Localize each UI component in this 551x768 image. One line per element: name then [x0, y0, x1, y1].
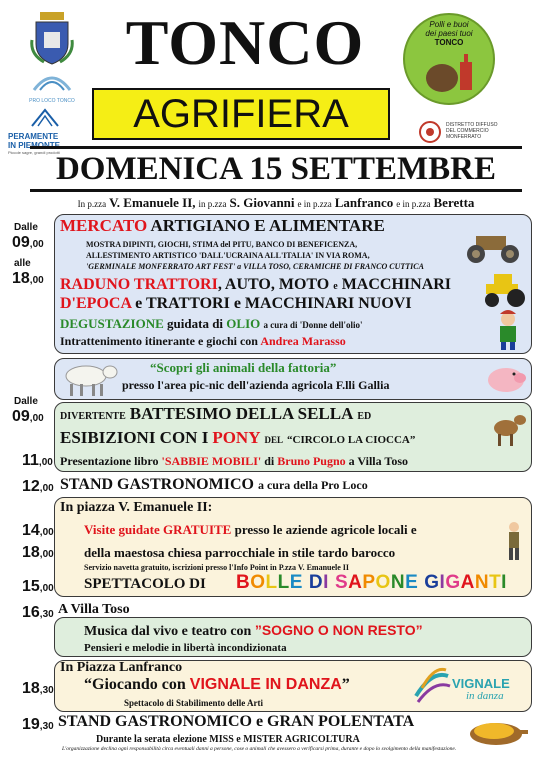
bolle-letter: N [390, 572, 406, 593]
modern-tractor-icon [478, 270, 530, 308]
block4-time: 12,00 [22, 478, 54, 495]
place3: Lanfranco [334, 195, 394, 210]
animali-title: “Scopri gli animali della fattoria” [150, 360, 337, 375]
piemonte-line2: IN PIEMONTE [8, 141, 61, 150]
place4: Beretta [433, 195, 475, 210]
block3-dalle-label: Dalle [14, 396, 38, 407]
pro-loco-caption: PRO LOCO TONCO [29, 98, 75, 104]
badge-line1: Polli e buoi [429, 20, 469, 29]
bolle-letter: P [362, 572, 376, 593]
pro-loco-logo [28, 70, 76, 104]
vignale-in-danza-logo [412, 664, 522, 708]
bolle-letter: E [405, 572, 419, 593]
giocando-line: “Giocando con VIGNALE IN DANZA” [84, 676, 350, 693]
cow-icon [60, 360, 120, 398]
bolle-letter: B [236, 572, 251, 593]
district-line2: DEL COMMERCIO [446, 128, 489, 134]
pig-icon [484, 362, 528, 396]
district-logo [418, 118, 528, 148]
guide-figure-icon [500, 520, 528, 560]
district-line1: DISTRETTO DIFFUSO [446, 122, 498, 128]
block1-start-time: 09,00 [12, 234, 44, 251]
villa-toso-label: A Villa Toso [58, 602, 130, 617]
block8-time: 19,30 [22, 716, 54, 733]
lanfranco-label: In Piazza Lanfranco [60, 660, 183, 675]
bolle-letter: E [289, 572, 303, 593]
bolle-letter: N [474, 572, 490, 593]
musica-line: Musica dal vivo e teatro con ”SOGNO O NON RESTO” [84, 622, 423, 639]
district-line3: MONFERRATO [446, 134, 482, 140]
pony-icon [490, 408, 528, 448]
bolle-letter: I [501, 572, 507, 593]
presentazione-line: Presentazione libro 'SABBIE MOBILI' di Bruno Pugno a Villa Toso [60, 454, 408, 468]
disclaimer-line: L'organizzazione declina ogni responsabilità circa eventuali danni a persone, cose o animali che avessero a verificarsi prima, durante e dopo lo svolgimento della manifestazione. [62, 746, 457, 752]
navetta-line: Servizio navetta gratuito, iscrizioni presso l'Info Point in P.zza V. Emanuele II [84, 563, 350, 572]
bolle-title [236, 572, 507, 594]
polli-e-buoi-badge [402, 12, 496, 106]
bolle-letter: S [334, 572, 349, 593]
emanuele-header: In piazza V. Emanuele II: [60, 500, 213, 515]
bolle-letter: O [375, 572, 391, 593]
stabilimento-line: Spettacolo di Stabilimento delle Arti [124, 698, 263, 708]
bolle-letter: I [439, 572, 446, 593]
block1-dalle-label: Dalle [14, 222, 38, 233]
block1-alle-label: alle [14, 258, 31, 269]
block1-end-time: 18,00 [12, 270, 44, 287]
place2: S. Giovanni [229, 195, 295, 210]
bolle-letter: G [445, 572, 461, 593]
places-prefix2: in p.zza [198, 199, 227, 209]
mercato-detail2: ALLESTIMENTO ARTISTICO 'DALL'UCRAINA ALL'ITALIA' IN VIA ROMA, [86, 251, 370, 260]
raduno-line: RADUNO TRATTORI, AUTO, MOTO e MACCHINARI [60, 276, 452, 293]
pensieri-line: Pensieri e melodie in libertà incondizionata [84, 642, 287, 654]
mercato-detail1: MOSTRA DIPINTI, GIOCHI, STIMA del PITU, BANCO DI BENEFICENZA, [86, 240, 358, 249]
epoca-line: D'EPOCA e TRATTORI e MACCHINARI NUOVI [60, 295, 412, 312]
block3-time2: 11,00 [22, 452, 53, 469]
event-date: DOMENICA 15 SETTEMBRE [30, 146, 522, 192]
mercato-heading: MERCATO ARTIGIANO E ALIMENTARE [60, 216, 385, 235]
bolle-letter: A [460, 572, 475, 593]
bolle-letter: I [323, 572, 329, 593]
bolle-letter: L [265, 572, 278, 593]
visite-line: Visite guidate GRATUITE presso le aziende agricole locali e [84, 522, 417, 537]
stand-line: STAND GASTRONOMICO a cura della Pro Loco [60, 476, 368, 493]
clown-figure-icon [490, 310, 526, 350]
vignale-logo-line2: in danza [466, 690, 504, 702]
badge-line3: TONCO [434, 38, 464, 47]
vintage-tractor-icon [462, 228, 528, 264]
bolle-letter: G [424, 572, 440, 593]
spettacolo-label: SPETTACOLO DI [84, 576, 206, 592]
mercato-detail3: 'GERMINALE MONFERRATO ART FEST' a VILLA TOSO, CERAMICHE DI FRANCO CUTTICA [86, 262, 424, 271]
bolle-letter: T [489, 572, 502, 593]
bolle-letter: D [308, 572, 324, 593]
places-prefix1: In p.zza [77, 199, 107, 209]
bolle-letter: A [348, 572, 363, 593]
intrattenimento-line: Intrattenimento itinerante e giochi con Andrea Marasso [60, 334, 346, 348]
esibizioni-line: ESIBIZIONI CON I PONY DEL “CIRCOLO LA CIOCCA” [60, 428, 416, 447]
badge-line2: dei paesi tuoi [425, 29, 473, 38]
event-title: AGRIFIERA [92, 88, 390, 140]
places-line [20, 195, 532, 211]
place1: V. Emanuele II, [109, 195, 196, 210]
block5-time2: 18,00 [22, 544, 54, 561]
block5-time1: 14,00 [22, 522, 54, 539]
polentata-line: STAND GASTRONOMICO e GRAN POLENTATA [58, 713, 415, 730]
miss-mister-line: Durante la serata elezione MISS e MISTER AGRICOLTURA [96, 734, 360, 745]
block7-time: 18,30 [22, 680, 54, 697]
degustazione-line: DEGUSTAZIONE guidata di OLIO a cura di 'Donne dell'olio' [60, 316, 363, 331]
vignale-logo-line1: VIGNALE [452, 676, 510, 691]
coat-of-arms-icon [30, 10, 74, 68]
places-prefix4: e in p.zza [396, 199, 431, 209]
piemonte-line3: Piccole sagre, grandi prodotti [8, 150, 60, 155]
bolle-letter: O [250, 572, 266, 593]
town-title: TONCO [125, 7, 365, 78]
block3-start-time: 09,00 [12, 408, 44, 425]
battesimo-line: DIVERTENTE BATTESIMO DELLA SELLA ED [60, 404, 372, 423]
places-prefix3: e in p.zza [297, 199, 332, 209]
polenta-board-icon [466, 716, 528, 748]
animali-detail: presso l'area pic-nic dell'azienda agricola F.lli Gallia [122, 378, 390, 392]
chiesa-line: della maestosa chiesa parrocchiale in stile tardo barocco [84, 545, 396, 560]
piemonte-line1: PERAMENTE [8, 132, 59, 141]
block6-time: 16,30 [22, 604, 54, 621]
bolle-letter: L [277, 572, 290, 593]
block5-time3: 15,00 [22, 578, 54, 595]
